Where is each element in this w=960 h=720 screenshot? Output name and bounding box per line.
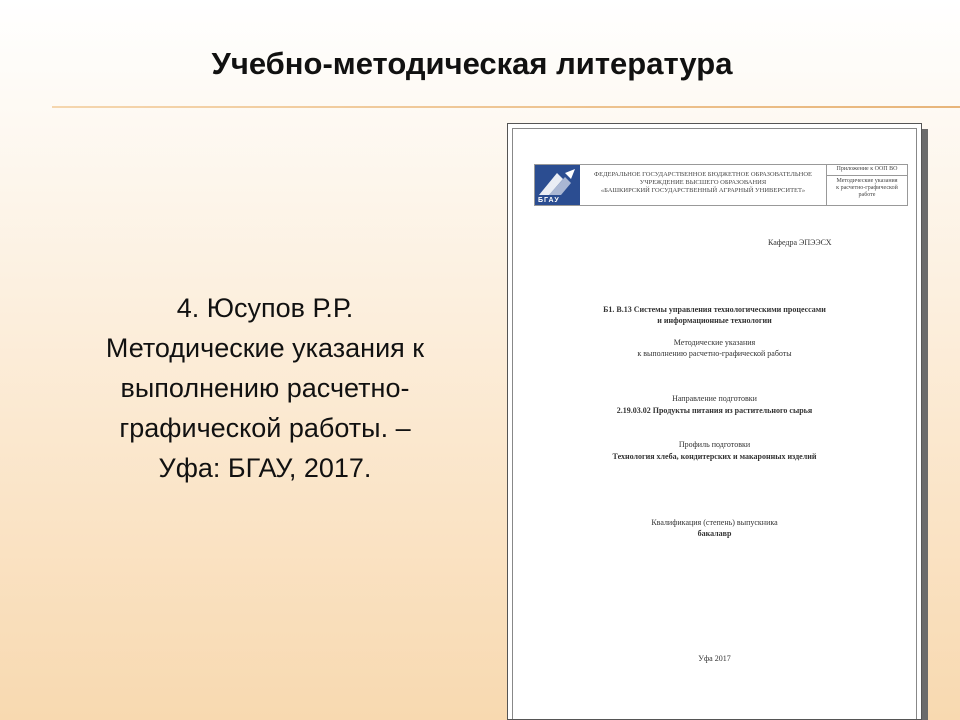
slide-title: Учебно-методическая литература xyxy=(211,46,733,81)
appendix-label: Приложение к ООП ВО xyxy=(827,165,907,176)
caption-line: 4. Юсупов Р.Р. xyxy=(176,293,354,323)
caption-line: графической работы. – xyxy=(119,413,411,443)
caption-line: Методические указания к xyxy=(105,333,425,363)
institution-line: ФЕДЕРАЛЬНОЕ ГОСУДАРСТВЕННОЕ БЮДЖЕТНОЕ ОБРАЗОВАТЕЛЬНОЕ xyxy=(594,171,812,178)
qualification-value: бакалавр xyxy=(697,529,732,538)
header-institution xyxy=(580,165,827,205)
book-caption xyxy=(40,288,490,488)
appendix-note xyxy=(827,176,907,199)
appendix-note-line: Методические указания xyxy=(836,178,898,184)
document-frame xyxy=(512,128,917,720)
department-label: Кафедра ЭПЭЭСХ xyxy=(768,238,832,247)
document-header xyxy=(534,164,908,206)
title-divider xyxy=(52,106,960,108)
profile-value: Технология хлеба, кондитерских и макаронных изделий xyxy=(612,452,817,461)
header-appendix xyxy=(827,165,907,205)
appendix-note-line: к расчетно-графической xyxy=(836,185,898,191)
university-logo xyxy=(535,165,580,205)
direction-value: 2.19.03.02 Продукты питания из растительного сырья xyxy=(616,406,813,415)
course-title-line1: Б1. В.13 Системы управления технологическими процессами xyxy=(603,305,826,314)
document-cover-image xyxy=(507,123,922,720)
appendix-note-line: работе xyxy=(858,192,876,198)
document-footer: Уфа 2017 xyxy=(698,654,731,663)
doc-type-line2: к выполнению расчетно-графической работы xyxy=(637,349,792,358)
institution-line: УЧРЕЖДЕНИЕ ВЫСШЕГО ОБРАЗОВАНИЯ xyxy=(639,179,767,186)
logo-text: БГАУ xyxy=(538,197,560,204)
caption-line: Уфа: БГАУ, 2017. xyxy=(158,453,372,483)
profile-label: Профиль подготовки xyxy=(678,440,751,449)
caption-line: выполнению расчетно- xyxy=(120,373,410,403)
qualification-label: Квалификация (степень) выпускника xyxy=(651,518,778,527)
institution-line: «БАШКИРСКИЙ ГОСУДАРСТВЕННЫЙ АГРАРНЫЙ УНИВЕРСИТЕТ» xyxy=(600,187,806,194)
direction-label: Направление подготовки xyxy=(672,394,757,403)
course-title-line2: и информационные технологии xyxy=(657,316,772,325)
doc-type-line1: Методические указания xyxy=(673,338,756,347)
